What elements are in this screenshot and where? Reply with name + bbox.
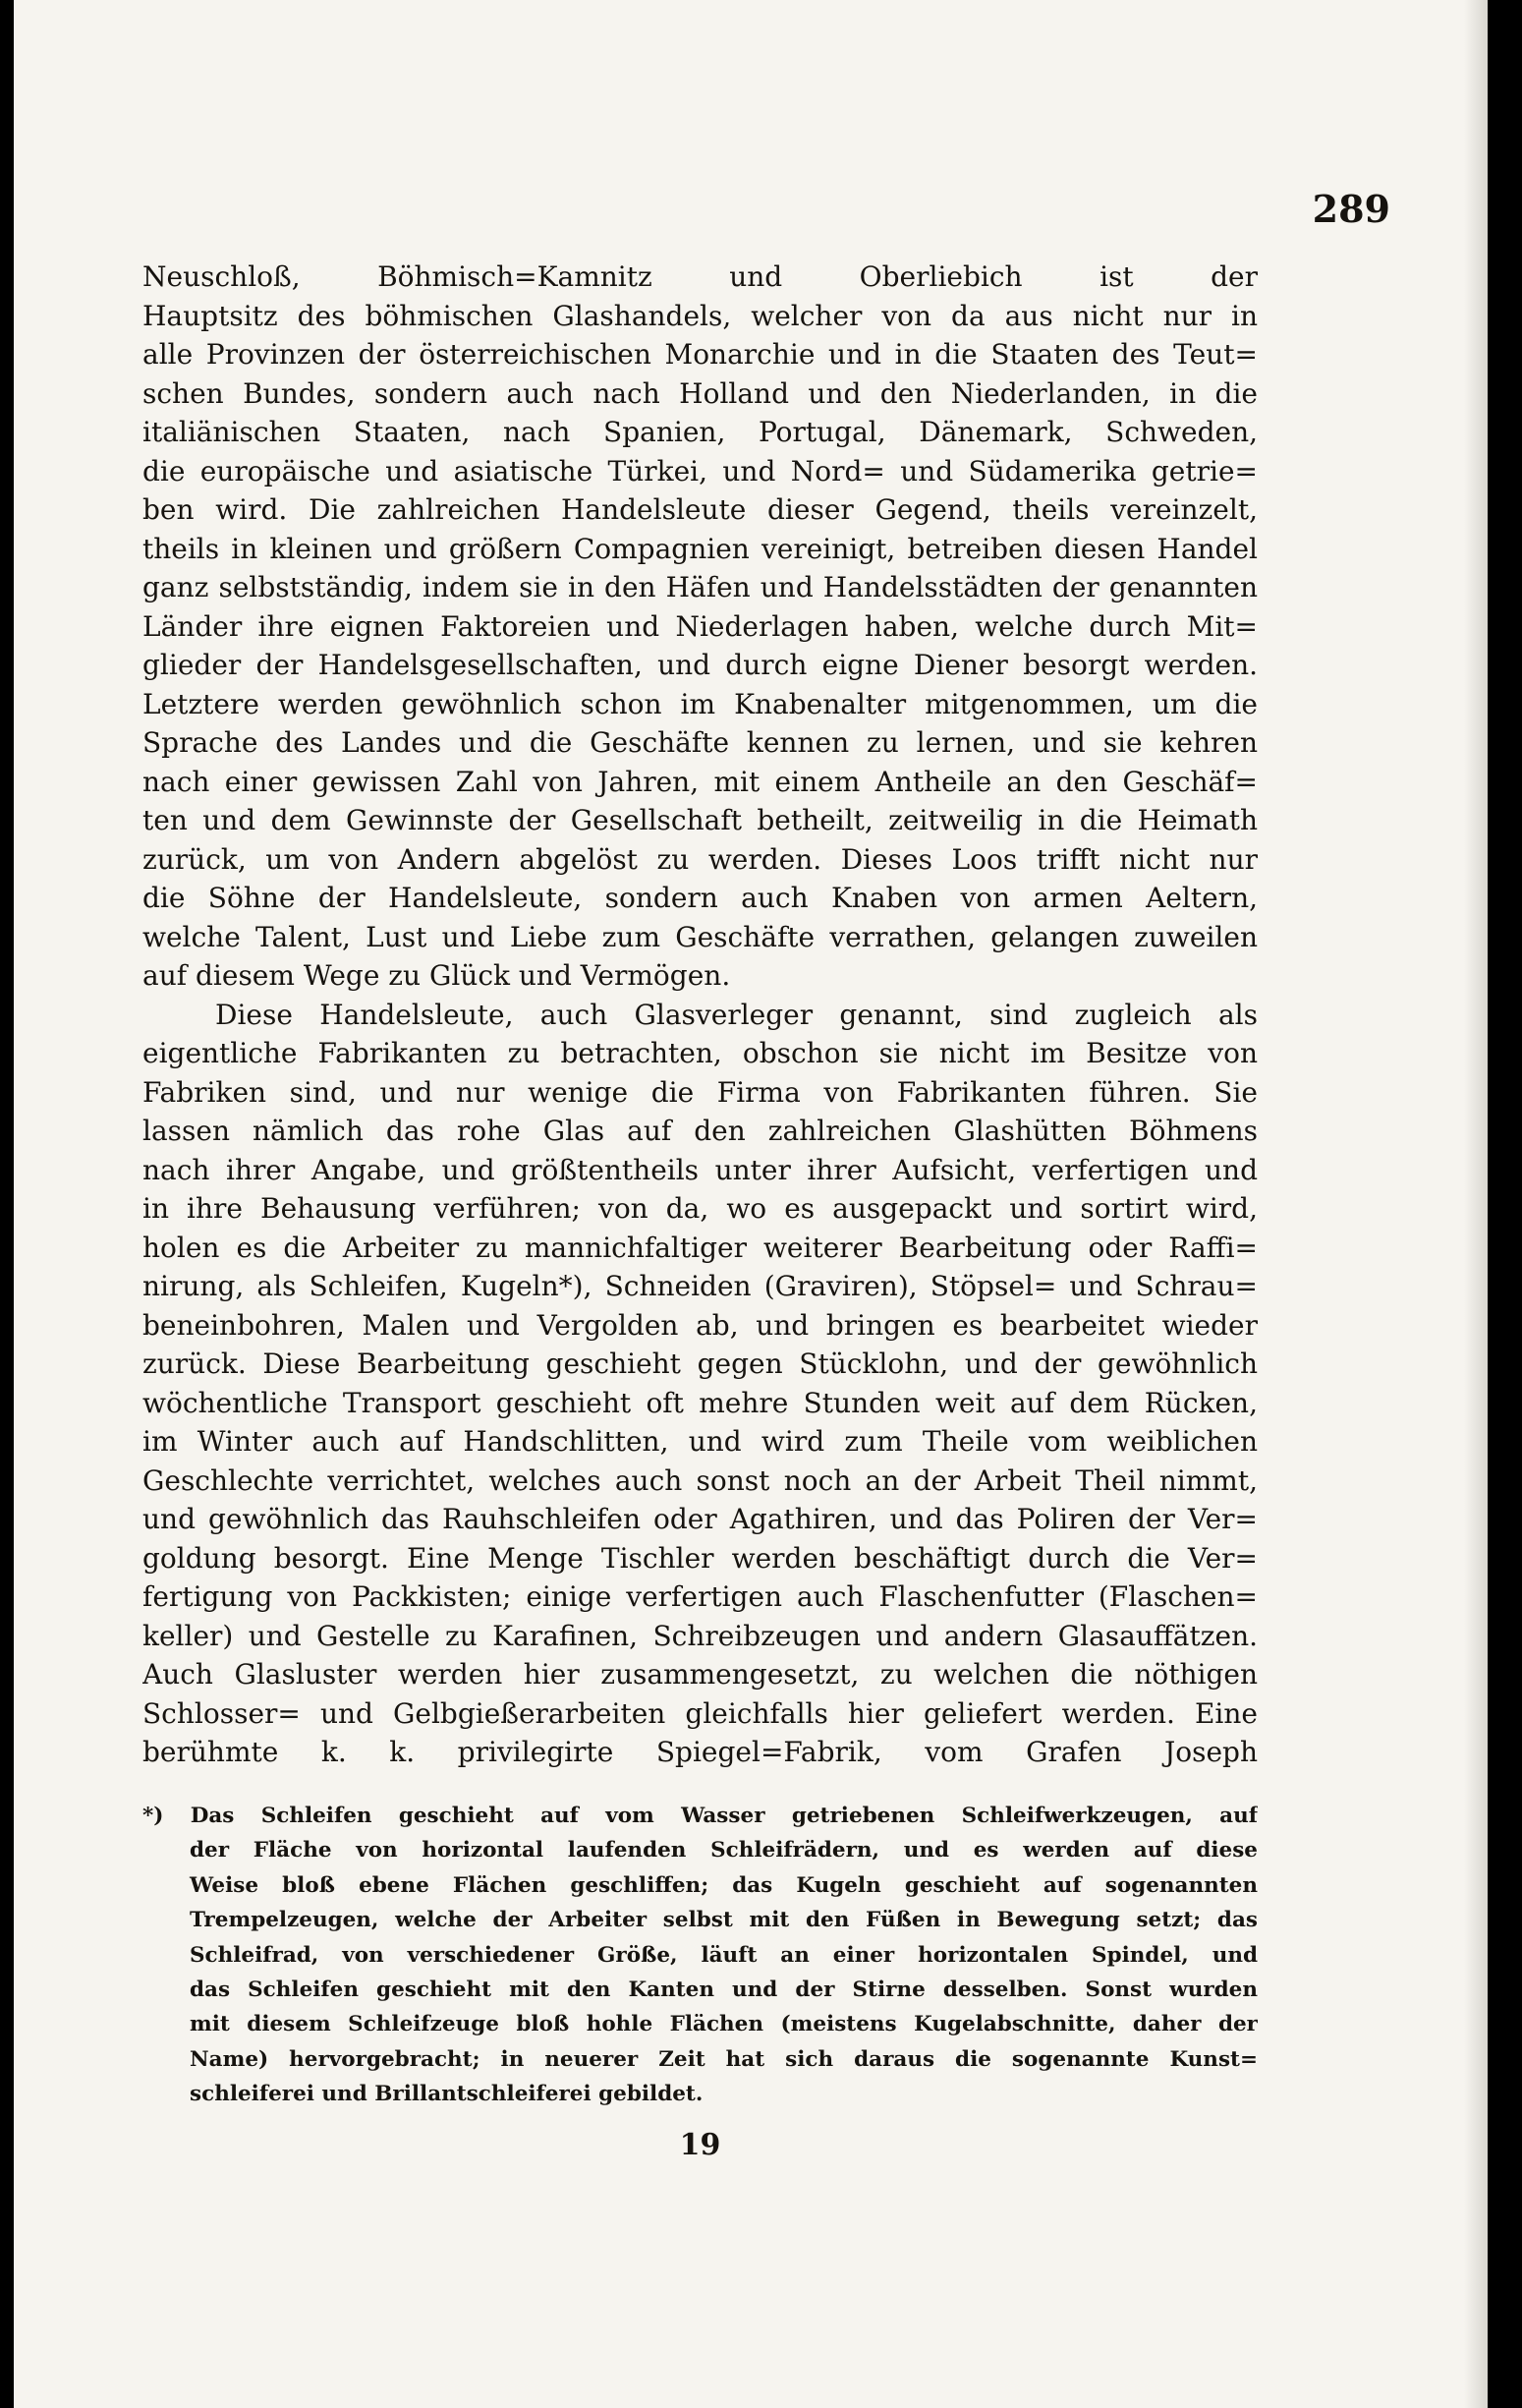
body-line: Länder ihre eignen Faktoreien und Niederlagen haben, welche durch Mit= — [142, 609, 1258, 643]
body-line: italiänischen Staaten, nach Spanien, Portugal, Dänemark, Schweden, — [142, 416, 1258, 448]
body-line: Geschlechte verrichtet, welches auch sonst noch an der Arbeit Theil nimmt, — [142, 1463, 1258, 1497]
body-line: die Söhne der Handelsleute, sondern auch Knaben von armen Aeltern, — [142, 882, 1258, 914]
footnote-line: mit diesem Schleifzeuge bloß hohle Flächen (meistens Kugelabschnitte, daher der — [190, 2012, 1258, 2037]
footnote-line: Name) hervorgebracht; in neuerer Zeit hat sich daraus die sogenannte Kunst= — [190, 2046, 1258, 2072]
body-line: keller) und Gestelle zu Karafinen, Schreibzeugen und andern Glasauffätzen. — [142, 1619, 1258, 1652]
body-line: ganz selbstständig, indem sie in den Häfen und Handelsstädten der genannten — [142, 571, 1258, 603]
body-line: Diese Handelsleute, auch Glasverleger genannt, sind zugleich als — [215, 998, 1258, 1031]
body-line: nach einer gewissen Zahl von Jahren, mit einem Antheile an den Geschäf= — [142, 765, 1258, 798]
book-page — [14, 0, 1488, 2408]
footnote-line: Schleifrad, von verschiedener Größe, läuft an einer horizontalen Spindel, und — [190, 1942, 1258, 1968]
page-edge-shadow — [1464, 0, 1488, 2408]
footnote — [142, 1799, 1258, 2112]
body-line: ten und dem Gewinnste der Gesellschaft betheilt, zeitweilig in die Heimath — [142, 804, 1258, 836]
body-line: Schlosser= und Gelbgießerarbeiten gleichfalls hier geliefert werden. Eine — [142, 1696, 1258, 1730]
body-line: zurück, um von Andern abgelöst zu werden. Dieses Loos trifft nicht nur — [142, 842, 1258, 876]
body-line: die europäische und asiatische Türkei, und Nord= und Südamerika getrie= — [142, 454, 1258, 487]
page-number: 289 — [1312, 187, 1390, 231]
body-line: lassen nämlich das rohe Glas auf den zahlreichen Glashütten Böhmens — [142, 1115, 1258, 1147]
body-line: welche Talent, Lust und Liebe zum Geschäfte verrathen, gelangen zuweilen — [142, 920, 1258, 953]
body-line: fertigung von Packkisten; einige verfertigen auch Flaschenfutter (Flaschen= — [142, 1580, 1258, 1613]
footnote-line: *) Das Schleifen geschieht auf vom Wasser getriebenen Schleifwerkzeugen, auf — [142, 1804, 1258, 1828]
body-line: und gewöhnlich das Rauhschleifen oder Agathiren, und das Poliren der Ver= — [142, 1503, 1258, 1535]
body-line: schen Bundes, sondern auch nach Holland und den Niederlanden, in die — [142, 376, 1258, 410]
footnote-line: Trempelzeugen, welche der Arbeiter selbst mit den Füßen in Bewegung setzt; das — [190, 1908, 1258, 1933]
body-line: auf diesem Wege zu Glück und Vermögen. — [142, 959, 731, 992]
signature-mark: 19 — [679, 2128, 721, 2162]
footnote-line: schleiferei und Brillantschleiferei gebildet. — [190, 2082, 704, 2107]
body-line: Auch Glasluster werden hier zusammengesetzt, zu welchen die nöthigen — [142, 1658, 1258, 1691]
body-line: eigentliche Fabrikanten zu betrachten, obschon sie nicht im Besitze von — [142, 1037, 1258, 1069]
body-line: im Winter auch auf Handschlitten, und wird zum Theile vom weiblichen — [142, 1425, 1258, 1458]
body-line: Hauptsitz des böhmischen Glashandels, welcher von da aus nicht nur in — [142, 299, 1258, 332]
footnote-line: der Fläche von horizontal laufenden Schleifrädern, und es werden auf diese — [190, 1838, 1258, 1863]
footnote-line: das Schleifen geschieht mit den Kanten und der Stirne desselben. Sonst wurden — [190, 1977, 1258, 2002]
body-line: Neuschloß, Böhmisch=Kamnitz und Oberliebich ist der — [142, 260, 1258, 293]
footnote-line: Weise bloß ebene Flächen geschliffen; das Kugeln geschieht auf sogenannten — [190, 1872, 1258, 1898]
body-text — [142, 258, 1258, 1772]
body-line: alle Provinzen der österreichischen Monarchie und in die Staaten des Teut= — [142, 338, 1258, 371]
body-line: glieder der Handelsgesellschaften, und durch eigne Diener besorgt werden. — [142, 649, 1258, 681]
body-line: nach ihrer Angabe, und größtentheils unter ihrer Aufsicht, verfertigen und — [142, 1153, 1258, 1186]
body-line: ben wird. Die zahlreichen Handelsleute dieser Gegend, theils vereinzelt, — [142, 493, 1258, 526]
body-line: zurück. Diese Bearbeitung geschieht gegen Stücklohn, und der gewöhnlich — [142, 1347, 1258, 1380]
body-line: nirung, als Schleifen, Kugeln*), Schneiden (Graviren), Stöpsel= und Schrau= — [142, 1270, 1258, 1302]
body-line: in ihre Behausung verführen; von da, wo es ausgepackt und sortirt wird, — [142, 1192, 1258, 1225]
body-line: berühmte k. k. privilegirte Spiegel=Fabrik, vom Grafen Joseph — [142, 1736, 1258, 1768]
body-line: Sprache des Landes und die Geschäfte kennen zu lernen, und sie kehren — [142, 726, 1258, 759]
body-line: Letztere werden gewöhnlich schon im Knabenalter mitgenommen, um die — [142, 687, 1258, 720]
body-line: goldung besorgt. Eine Menge Tischler werden beschäftigt durch die Ver= — [142, 1541, 1258, 1575]
body-line: beneinbohren, Malen und Vergolden ab, und bringen es bearbeitet wieder — [142, 1308, 1258, 1342]
body-line: wöchentliche Transport geschieht oft mehre Stunden weit auf dem Rücken, — [142, 1386, 1258, 1419]
body-line: holen es die Arbeiter zu mannichfaltiger weiterer Bearbeitung oder Raffi= — [142, 1231, 1258, 1264]
body-line: Fabriken sind, und nur wenige die Firma von Fabrikanten führen. Sie — [142, 1075, 1258, 1109]
body-line: theils in kleinen und größern Compagnien vereinigt, betreiben diesen Handel — [142, 532, 1258, 565]
